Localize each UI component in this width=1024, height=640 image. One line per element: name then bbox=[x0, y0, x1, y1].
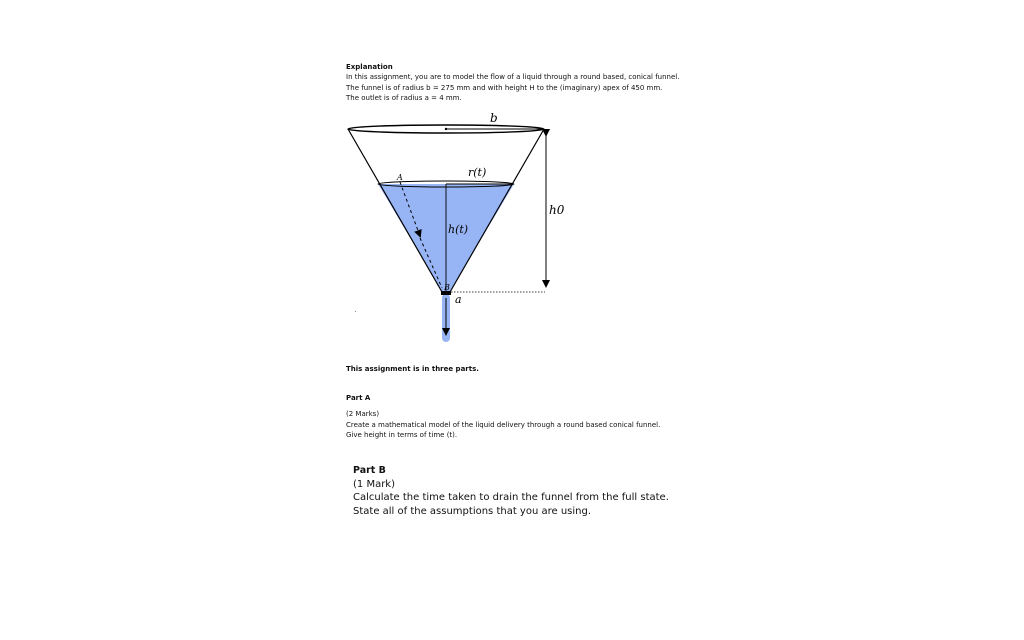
explanation-line-3: The outlet is of radius a = 4 mm. bbox=[346, 94, 462, 102]
explanation-heading: Explanation bbox=[346, 63, 393, 71]
part-a-line-1: Create a mathematical model of the liquid delivery through a round based conical funnel. bbox=[346, 420, 661, 429]
part-b-line-1: Calculate the time taken to drain the funnel from the full state. bbox=[353, 492, 669, 503]
part-b-title: Part B bbox=[353, 465, 386, 476]
stray-dot bbox=[355, 311, 356, 312]
part-a-title: Part A bbox=[346, 394, 371, 402]
parts-summary: This assignment is in three parts. bbox=[346, 365, 479, 373]
part-a-marks: (2 Marks) bbox=[346, 410, 380, 418]
label-h0: h0 bbox=[549, 203, 565, 217]
label-a: a bbox=[455, 293, 462, 306]
part-a-body bbox=[346, 409, 766, 441]
part-b-marks: (1 Mark) bbox=[353, 478, 396, 490]
part-b-line-2: State all of the assumptions that you are using. bbox=[353, 505, 592, 517]
label-r: r(t) bbox=[468, 166, 487, 179]
label-h: h(t) bbox=[448, 223, 469, 236]
funnel-diagram bbox=[340, 108, 580, 353]
part-a-line-2: Give height in terms of time (t). bbox=[346, 431, 458, 439]
explanation-line-2: The funnel is of radius b = 275 mm and with height H to the (imaginary) apex of 450 mm. bbox=[346, 83, 663, 92]
explanation-section bbox=[346, 62, 766, 104]
label-B: B bbox=[444, 283, 450, 292]
rim-center-dot bbox=[445, 128, 447, 130]
label-b: b bbox=[490, 111, 498, 125]
label-A: A bbox=[397, 173, 403, 182]
explanation-line-1: In this assignment, you are to model the flow of a liquid through a round based, conical funnel. bbox=[346, 73, 680, 81]
part-b-section bbox=[353, 464, 773, 518]
